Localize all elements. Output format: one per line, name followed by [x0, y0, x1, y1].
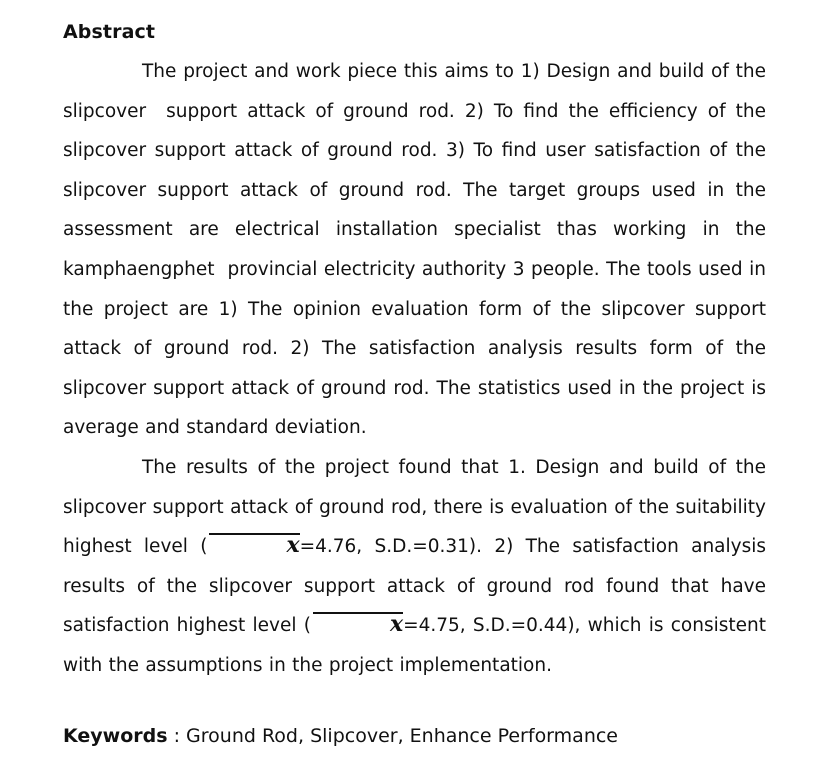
results-text-part-1: The results of the project found that 1. Design and build of the slipcover support attack of ground rod, there is evaluation of the suitability highest level (: [63, 456, 766, 558]
results-stats-2: =4.75, S.D.=0.44), which is consistent with the assumptions in the project implementation.: [63, 615, 766, 676]
abstract-section: [63, 18, 766, 750]
keywords-line: [63, 722, 766, 750]
keywords-label: Keywords: [63, 724, 168, 747]
keywords-value: Ground Rod, Slipcover, Enhance Performance: [186, 724, 618, 747]
mean-symbol: x: [207, 534, 299, 556]
abstract-paragraph-2: [63, 448, 766, 686]
mean-symbol: x: [311, 613, 403, 635]
abstract-heading: Abstract: [63, 21, 156, 43]
results-stats-1: =4.76, S.D.=0.31). 2) The satisfaction analysis results of the slipcover support attack of ground rod found that have satisfaction highest level (: [63, 536, 767, 637]
abstract-paragraph-1: The project and work piece this aims to 1) Design and build of the slipcover support attack of ground rod. 2) To find the efficiency of the slipcover support attack of ground rod. 3) To find user satisfaction of the slipcover support attack of ground rod. The target groups used in the assessment are electrical installation specialist thas working in the kamphaengphet provincial electricity authority 3 people. The tools used in the project are 1) The opinion evaluation form of the slipcover support attack of ground rod. 2) The satisfaction analysis results form of the slipcover support attack of ground rod. The statistics used in the project is average and standard deviation.: [63, 61, 766, 439]
keywords-separator: :: [167, 724, 187, 747]
